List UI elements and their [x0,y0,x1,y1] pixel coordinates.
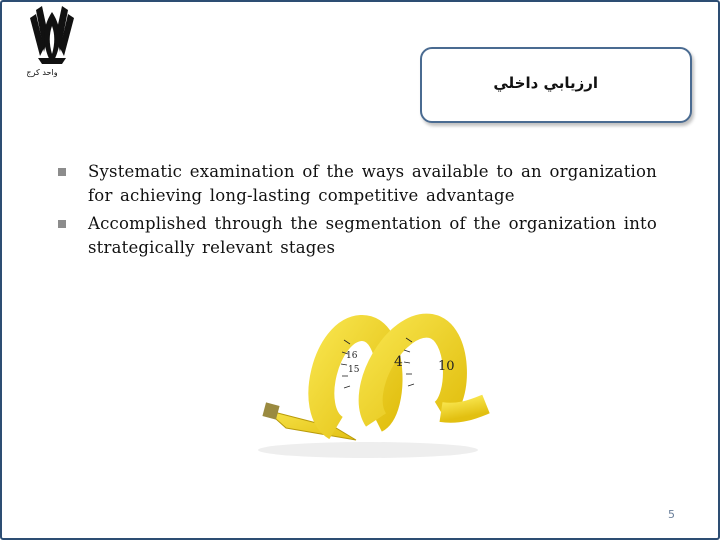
page-number: 5 [668,508,675,521]
university-logo-icon [22,4,82,78]
tape-number: 4 [394,354,403,370]
bullet-list [52,160,657,264]
bullet-text-1: Systematic examination of the ways available to an organization for achieving long-lasting competitive advantage [88,162,657,205]
bullet-text-2: Accomplished through the segmentation of the organization into strategically relevant stages [88,214,657,257]
square-bullet-icon [58,220,66,228]
tape-number: 10 [438,359,455,374]
logo-caption: واحد کرج [26,68,58,77]
tape-number: 15 [348,365,360,375]
measuring-tape-image [246,300,490,462]
bullet-item-2 [52,212,657,260]
square-bullet-icon [58,168,66,176]
title-box [420,47,692,123]
bullet-item-1 [52,160,657,208]
tape-number: 16 [346,351,358,361]
slide-title: ارزيابي داخلي [493,74,598,92]
